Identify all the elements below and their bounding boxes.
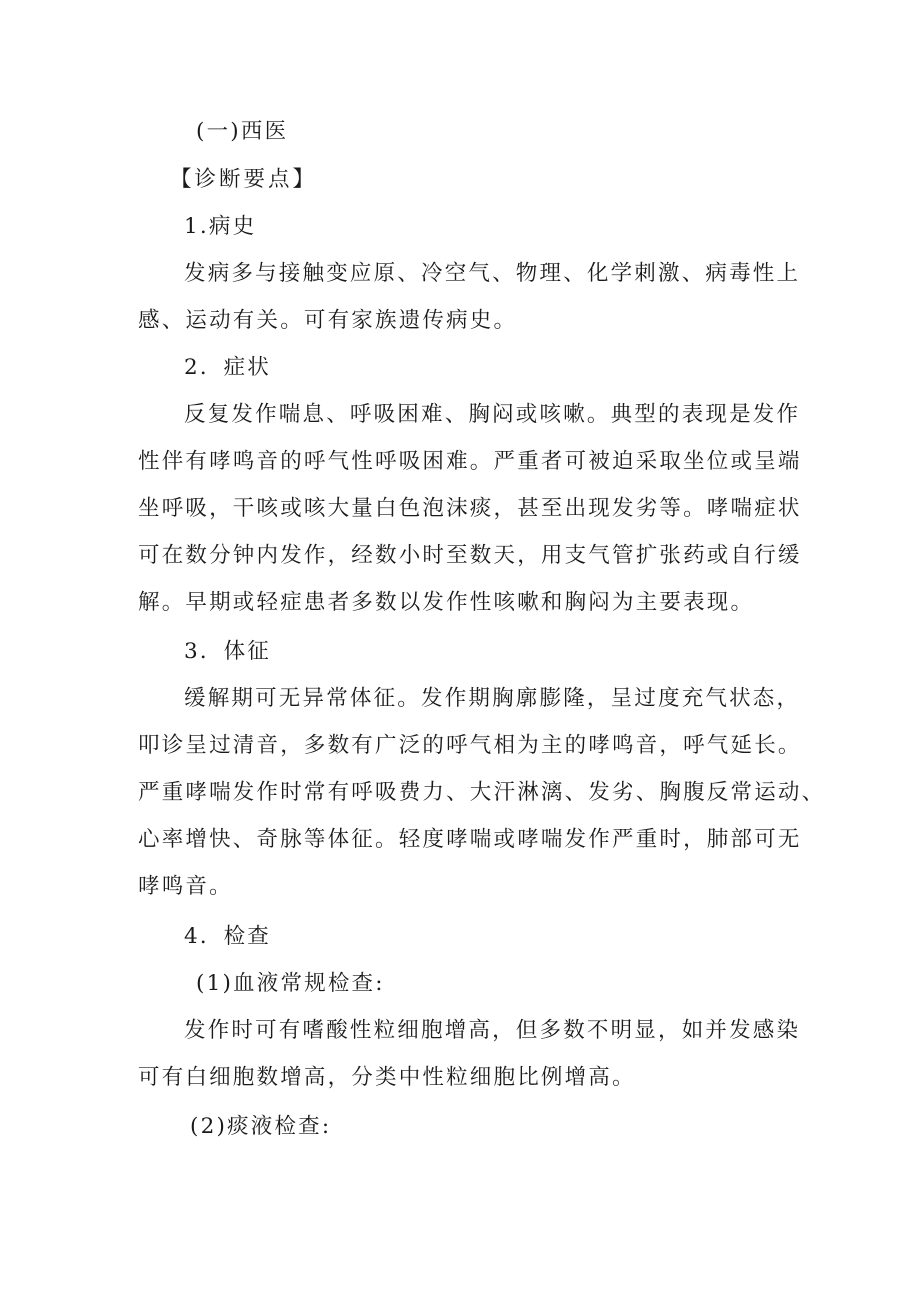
section-title: (一)西医 [196, 119, 289, 144]
history-line-2: 感、运动有关。可有家族遗传病史。 [138, 308, 518, 333]
history-heading: 1.病史 [184, 214, 257, 239]
symptoms-line-2: 性伴有哮鸣音的呼气性呼吸困难。严重者可被迫采取坐位或呈端 [138, 449, 802, 474]
section-subtitle: 【诊断要点】 [170, 167, 318, 192]
signs-line-2: 叩诊呈过清音，多数有广泛的呼气相为主的哮鸣音，呼气延长。 [138, 733, 802, 758]
symptoms-line-1: 反复发作喘息、呼吸困难、胸闷或咳嗽。典型的表现是发作 [184, 402, 801, 427]
symptoms-heading: 2．症状 [184, 355, 271, 380]
symptoms-line-3: 坐呼吸，干咳或咳大量白色泡沫痰，甚至出现发劣等。哮喘症状 [138, 496, 802, 521]
signs-line-1: 缓解期可无异常体征。发作期胸廓膨隆，呈过度充气状态， [184, 686, 801, 711]
signs-heading: 3．体征 [184, 639, 271, 664]
blood-exam-line-1: 发作时可有嗜酸性粒细胞增高，但多数不明显，如并发感染 [184, 1018, 801, 1043]
history-line-1: 发病多与接触变应原、冷空气、物理、化学刺激、病毒性上 [184, 261, 801, 286]
signs-line-4: 心率增快、奇脉等体征。轻度哮喘或哮喘发作严重时，肺部可无 [138, 827, 802, 852]
blood-exam-heading: (1)血液常规检查: [196, 971, 385, 996]
symptoms-line-4: 可在数分钟内发作，经数小时至数天，用支气管扩张药或自行缓 [138, 543, 802, 568]
signs-line-3: 严重哮喘发作时常有呼吸费力、大汗淋漓、发劣、胸腹反常运动、 [138, 780, 826, 805]
blood-exam-line-2: 可有白细胞数增高，分类中性粒细胞比例增高。 [138, 1065, 636, 1090]
sputum-exam-heading: (2)痰液检查: [190, 1114, 332, 1139]
exams-heading: 4．检查 [184, 924, 271, 949]
signs-line-5: 哮鸣音。 [138, 874, 233, 899]
symptoms-line-5: 解。早期或轻症患者多数以发作性咳嗽和胸闷为主要表现。 [138, 590, 755, 615]
